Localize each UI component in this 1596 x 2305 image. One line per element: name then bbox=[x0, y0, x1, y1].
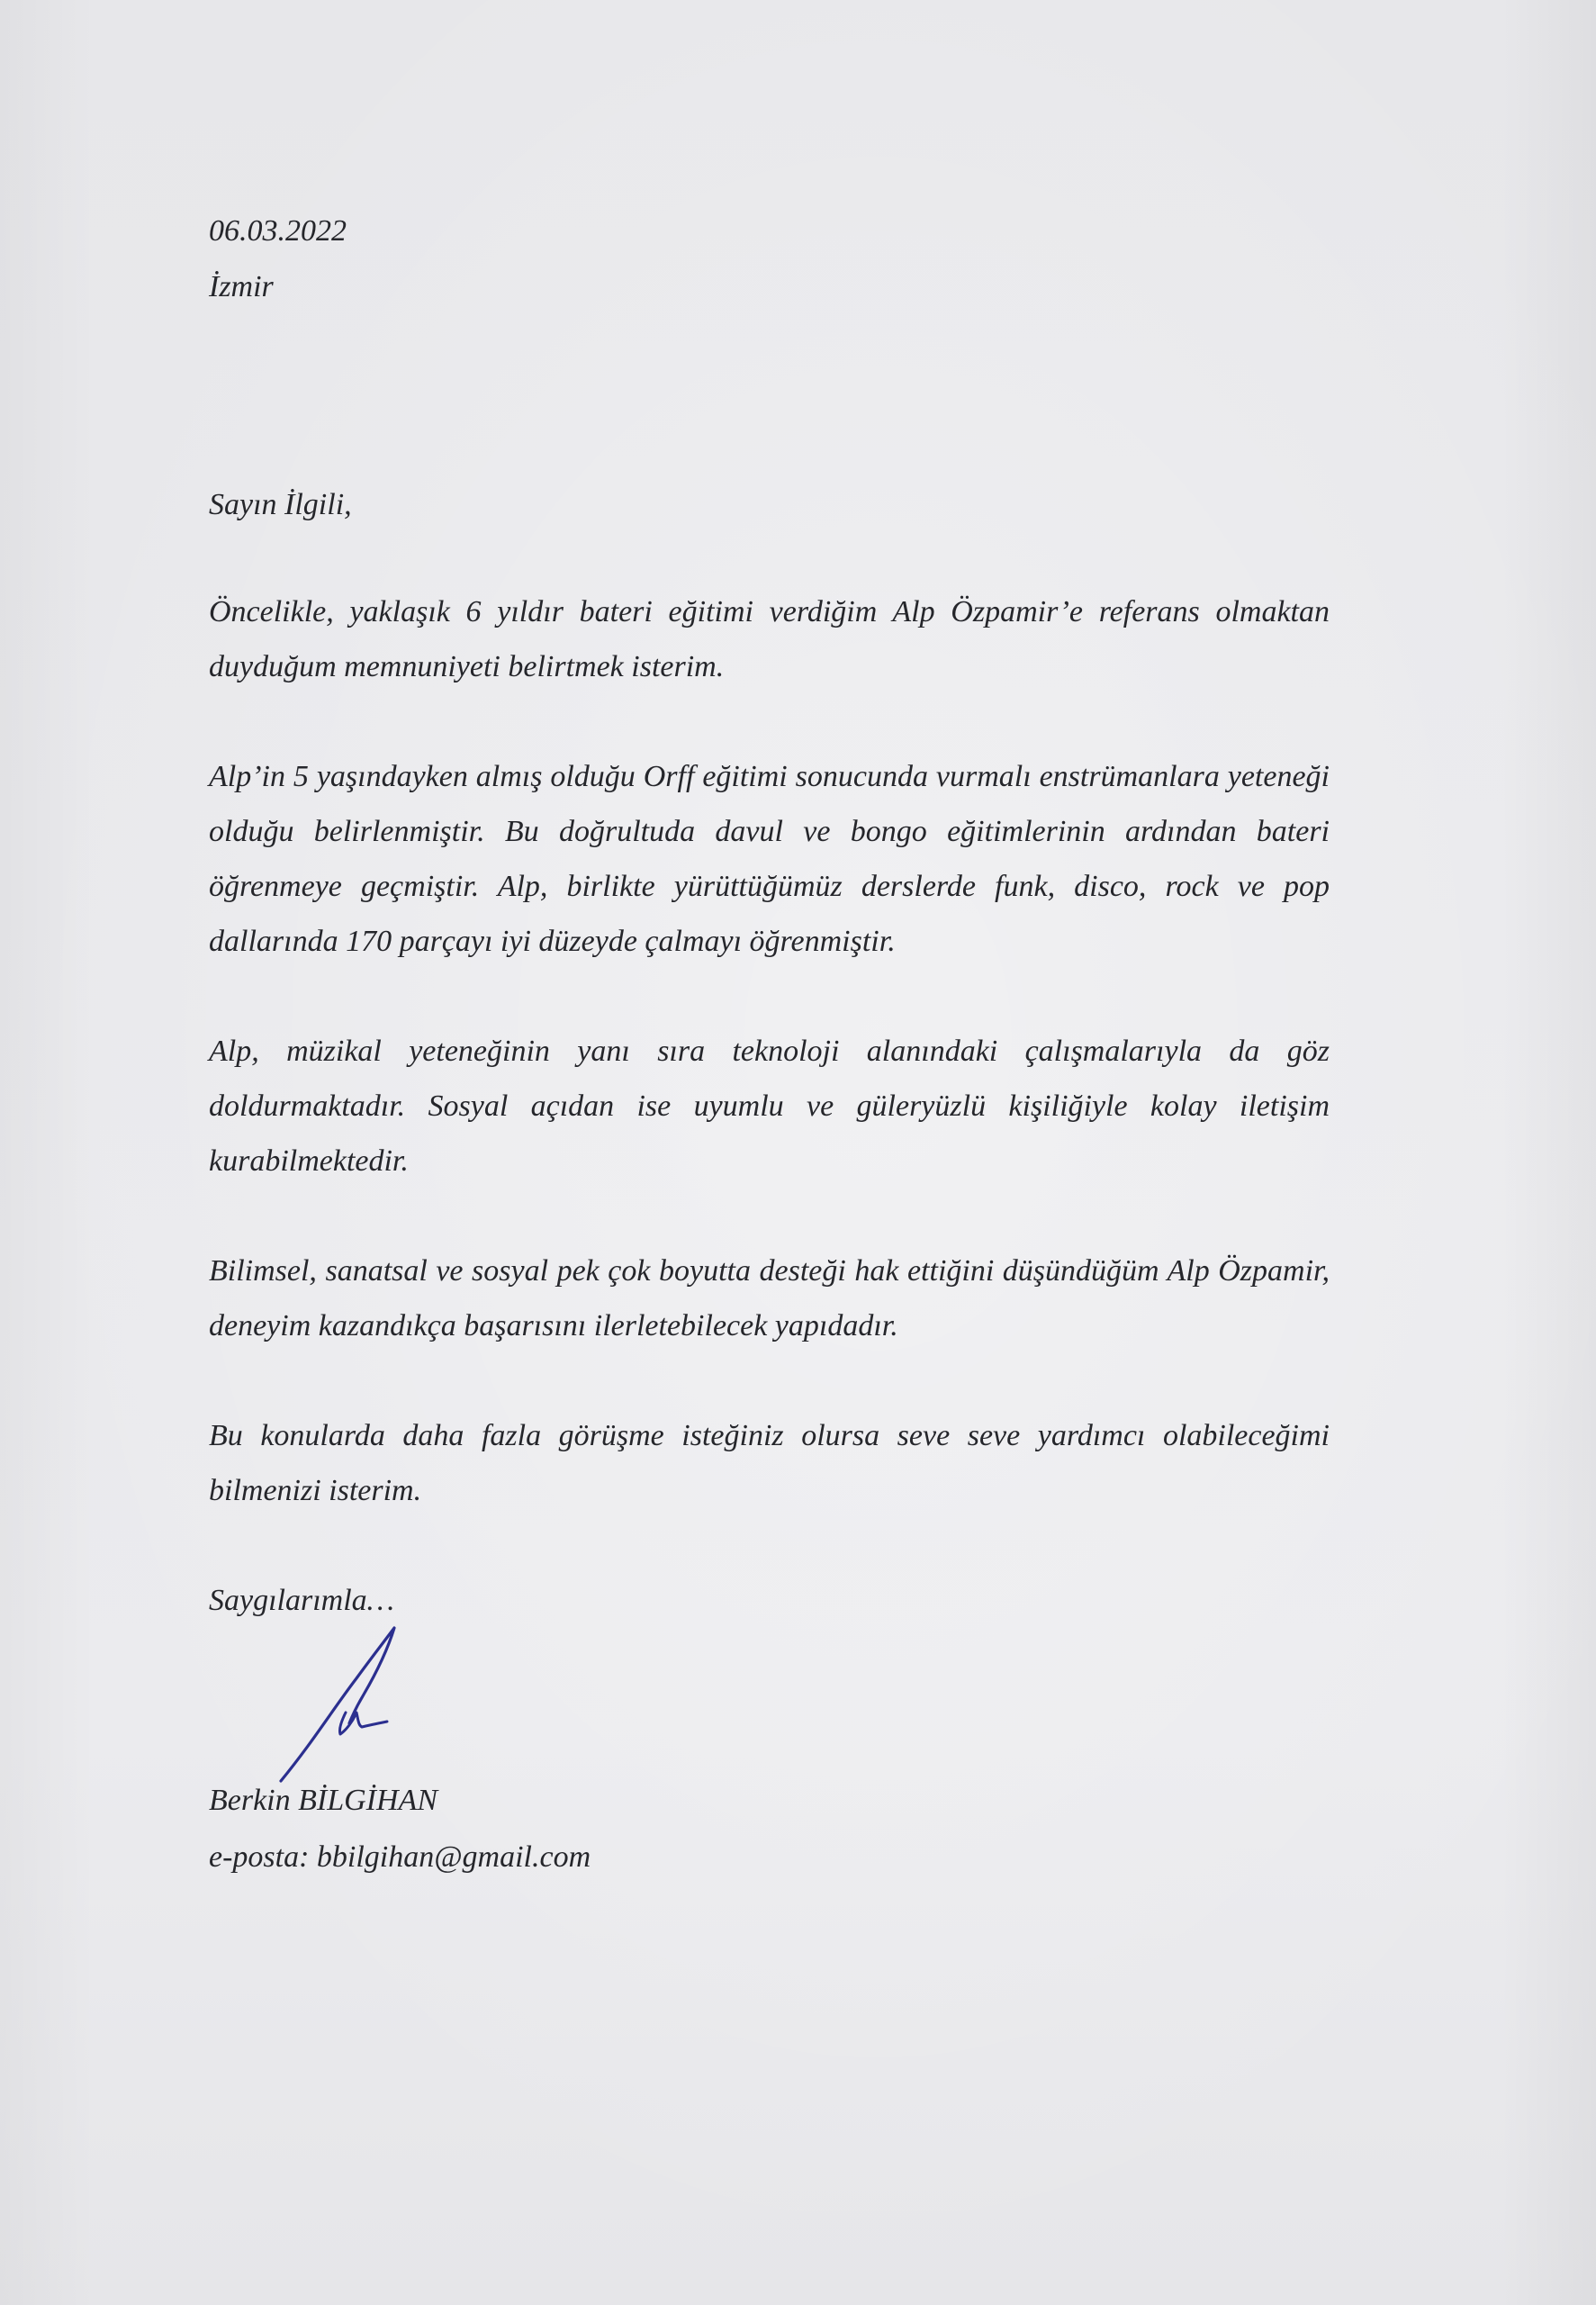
paragraph-intro: Öncelikle, yaklaşık 6 yıldır bateri eğitimi verdiğim Alp Özpamir’e referans olmaktan duyduğum memnuniyeti belirtmek isterim. bbox=[209, 595, 1330, 683]
salutation: Sayın İlgili, bbox=[209, 488, 352, 521]
letter-city: İzmir bbox=[209, 270, 274, 303]
paragraph-skills: Alp, müzikal yeteneğinin yanı sıra teknoloji alanındaki çalışmalarıyla da göz doldurmaktadır. Sosyal açıdan ise uyumlu ve güleryüzlü kişiliğiyle kolay iletişim kurabilmektedir. bbox=[209, 1035, 1330, 1178]
letter-body bbox=[209, 203, 1330, 1885]
paragraph-recommendation: Bilimsel, sanatsal ve sosyal pek çok boyutta desteği hak ettiğini düşündüğüm Alp Özpamir, deneyim kazandıkça başarısını ilerletebilecek yapıdadır. bbox=[209, 1254, 1330, 1342]
signer-name: Berkin BİLGİHAN bbox=[209, 1784, 438, 1817]
closing: Saygılarımla… bbox=[209, 1584, 394, 1617]
paragraph-background: Alp’in 5 yaşındayken almış olduğu Orff eğitimi sonucunda vurmalı enstrümanlara yeteneği olduğu belirlenmiştir. Bu doğrultuda davul ve bongo eğitimlerinin ardından bateri öğrenmeye geçmiştir. Alp, birlikte yürüttüğümüz derslerde funk, disco, rock ve pop dallarında 170 parçayı iyi düzeyde çalmayı öğrenmiştir. bbox=[209, 760, 1330, 958]
signer-email: e-posta: bbilgihan@gmail.com bbox=[209, 1840, 591, 1874]
signature bbox=[277, 1626, 435, 1784]
letter-date: 06.03.2022 bbox=[209, 214, 347, 248]
paragraph-contact: Bu konularda daha fazla görüşme isteğiniz olursa seve seve yardımcı olabileceğimi bilmenizi isterim. bbox=[209, 1419, 1330, 1507]
